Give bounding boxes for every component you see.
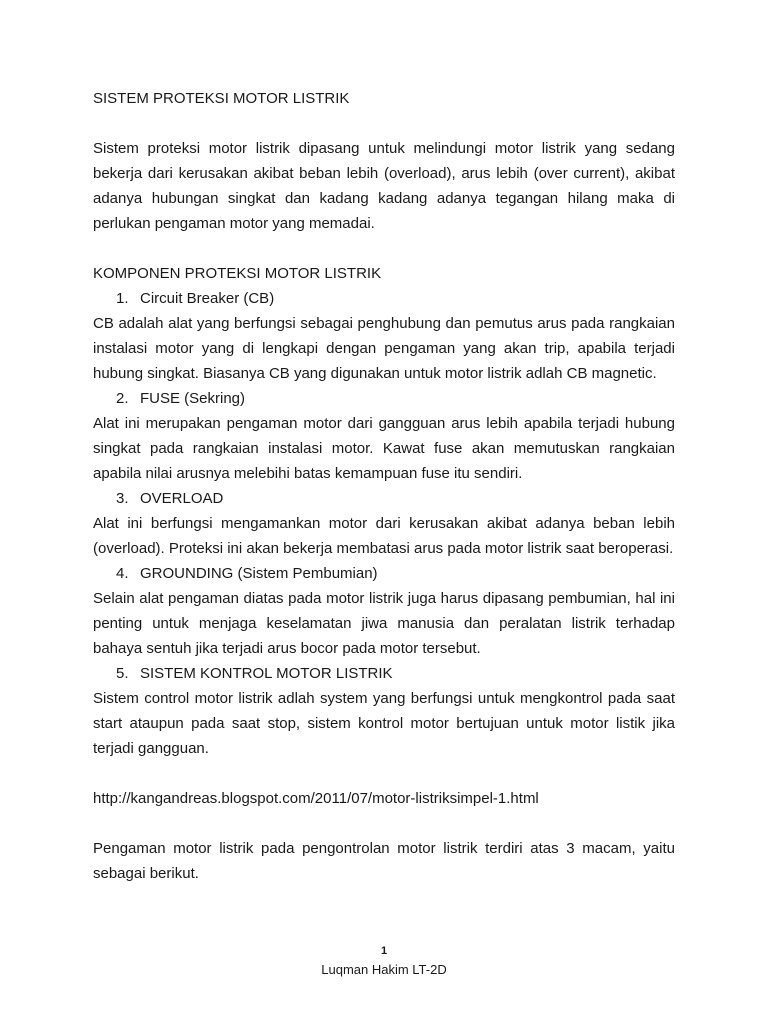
- list-item-label: OVERLOAD: [140, 490, 224, 507]
- page-number: 1: [380, 945, 388, 957]
- closing-paragraph: Pengaman motor listrik pada pengontrolan motor listrik terdiri atas 3 macam, yaitu sebagai berikut.: [93, 840, 675, 882]
- spacer: [93, 236, 675, 261]
- list-item-title: [93, 286, 675, 311]
- list-item-title: [93, 386, 675, 411]
- list-item-number: 5.: [116, 665, 129, 682]
- list-item-description: CB adalah alat yang berfungsi sebagai penghubung dan pemutus arus pada rangkaian instalasi motor yang di lengkapi dengan pengaman yang akan trip, apabila terjadi hubung singkat. Biasanya CB yang digunakan untuk motor listrik adlah CB magnetic.: [93, 315, 675, 382]
- list-item-number: 3.: [116, 490, 129, 507]
- list-item-label: GROUNDING (Sistem Pembumian): [140, 565, 378, 582]
- list-item-number: 1.: [116, 290, 129, 307]
- list-item-label: FUSE (Sekring): [140, 390, 246, 407]
- list-item-number: 2.: [116, 390, 129, 407]
- intro-paragraph: Sistem proteksi motor listrik dipasang untuk melindungi motor listrik yang sedang bekerja dari kerusakan akibat beban lebih (overload), arus lebih (over current), akibat adanya hubungan singkat dan kadang kadang adanya tegangan hilang maka di perlukan pengaman motor yang memadai.: [93, 140, 675, 232]
- spacer: [93, 761, 675, 786]
- list-item-number: 4.: [116, 565, 129, 582]
- document-title: SISTEM PROTEKSI MOTOR LISTRIK: [93, 90, 350, 107]
- spacer: [93, 811, 675, 836]
- source-link[interactable]: http://kangandreas.blogspot.com/2011/07/motor-listriksimpel-1.html: [93, 790, 539, 807]
- list-item-title: [93, 561, 675, 586]
- list-item-label: Circuit Breaker (CB): [140, 290, 275, 307]
- list-item-description: Selain alat pengaman diatas pada motor listrik juga harus dipasang pembumian, hal ini penting untuk menjaga keselamatan jiwa manusia dan peralatan listrik terhadap bahaya sentuh jika terjadi arus bocor pada motor tersebut.: [93, 590, 675, 657]
- list-item-description: Alat ini merupakan pengaman motor dari gangguan arus lebih apabila terjadi hubung singkat pada rangkaian instalasi motor. Kawat fuse akan memutuskan rangkaian apabila nilai arusnya melebihi batas kemampuan fuse itu sendiri.: [93, 415, 675, 482]
- list-item-description: Sistem control motor listrik adlah system yang berfungsi untuk mengkontrol pada saat start ataupun pada saat stop, sistem kontrol motor bertujuan untuk motor listik jika terjadi gangguan.: [93, 690, 675, 757]
- footer-author: Luqman Hakim LT-2D: [321, 962, 447, 977]
- section-heading: KOMPONEN PROTEKSI MOTOR LISTRIK: [93, 265, 382, 282]
- list-item-label: SISTEM KONTROL MOTOR LISTRIK: [140, 665, 393, 682]
- document-body: [93, 86, 675, 886]
- list-item-title: [93, 486, 675, 511]
- list-item-title: [93, 661, 675, 686]
- spacer: [93, 111, 675, 136]
- list-item-description: Alat ini berfungsi mengamankan motor dari kerusakan akibat adanya beban lebih (overload). Proteksi ini akan bekerja membatasi arus pada motor listrik saat beroperasi.: [93, 515, 675, 557]
